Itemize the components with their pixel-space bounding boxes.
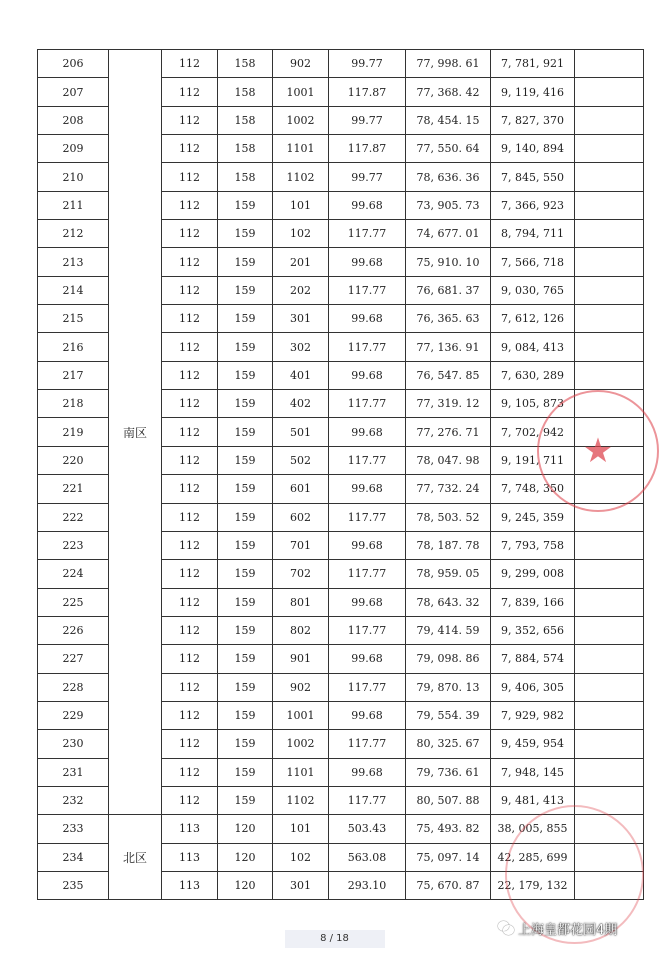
note-cell [575, 220, 644, 248]
area-cell: 99.68 [329, 645, 406, 673]
note-cell [575, 50, 644, 78]
unit-price-cell: 77, 998. 61 [406, 50, 491, 78]
total-price-cell: 9, 245, 359 [491, 503, 575, 531]
building-cell: 112 [162, 305, 218, 333]
room-cell: 702 [273, 560, 329, 588]
district-cell: 南区 [109, 50, 162, 815]
unit-cell: 159 [218, 616, 273, 644]
unit-cell: 159 [218, 390, 273, 418]
unit-price-cell: 77, 368. 42 [406, 78, 491, 106]
note-cell [575, 333, 644, 361]
area-cell: 117.77 [329, 673, 406, 701]
note-cell [575, 276, 644, 304]
area-cell: 117.77 [329, 503, 406, 531]
building-cell: 112 [162, 645, 218, 673]
unit-cell: 159 [218, 588, 273, 616]
unit-cell: 159 [218, 560, 273, 588]
unit-cell: 158 [218, 50, 273, 78]
note-cell [575, 645, 644, 673]
total-price-cell: 9, 406, 305 [491, 673, 575, 701]
unit-price-cell: 79, 554. 39 [406, 701, 491, 729]
total-price-cell: 7, 566, 718 [491, 248, 575, 276]
table-row [38, 50, 644, 78]
area-cell: 99.77 [329, 163, 406, 191]
unit-price-cell: 77, 550. 64 [406, 135, 491, 163]
area-cell: 117.77 [329, 220, 406, 248]
district-cell: 北区 [109, 815, 162, 900]
unit-cell: 159 [218, 305, 273, 333]
total-price-cell: 7, 793, 758 [491, 531, 575, 559]
room-cell: 802 [273, 616, 329, 644]
room-cell: 501 [273, 418, 329, 446]
row-number: 206 [38, 50, 109, 78]
unit-cell: 159 [218, 531, 273, 559]
unit-price-cell: 77, 319. 12 [406, 390, 491, 418]
unit-cell: 120 [218, 843, 273, 871]
total-price-cell: 9, 140, 894 [491, 135, 575, 163]
row-number: 212 [38, 220, 109, 248]
row-number: 235 [38, 871, 109, 899]
wechat-icon [498, 921, 514, 935]
building-cell: 112 [162, 588, 218, 616]
note-cell [575, 191, 644, 219]
account-watermark [498, 916, 617, 940]
row-number: 210 [38, 163, 109, 191]
unit-price-cell: 80, 507. 88 [406, 786, 491, 814]
unit-price-cell: 78, 187. 78 [406, 531, 491, 559]
room-cell: 1002 [273, 106, 329, 134]
unit-cell: 159 [218, 786, 273, 814]
total-price-cell: 7, 948, 145 [491, 758, 575, 786]
unit-cell: 120 [218, 871, 273, 899]
area-cell: 503.43 [329, 815, 406, 843]
area-cell: 99.68 [329, 191, 406, 219]
building-cell: 112 [162, 616, 218, 644]
unit-price-cell: 78, 503. 52 [406, 503, 491, 531]
unit-cell: 159 [218, 701, 273, 729]
unit-price-cell: 76, 681. 37 [406, 276, 491, 304]
unit-price-cell: 77, 276. 71 [406, 418, 491, 446]
price-table [37, 49, 644, 900]
row-number: 230 [38, 730, 109, 758]
building-cell: 112 [162, 248, 218, 276]
note-cell [575, 786, 644, 814]
row-number: 228 [38, 673, 109, 701]
area-cell: 117.87 [329, 135, 406, 163]
area-cell: 117.77 [329, 730, 406, 758]
unit-price-cell: 75, 670. 87 [406, 871, 491, 899]
area-cell: 99.68 [329, 361, 406, 389]
unit-cell: 158 [218, 135, 273, 163]
building-cell: 112 [162, 758, 218, 786]
room-cell: 502 [273, 446, 329, 474]
unit-cell: 159 [218, 333, 273, 361]
note-cell [575, 135, 644, 163]
row-number: 213 [38, 248, 109, 276]
unit-price-cell: 75, 493. 82 [406, 815, 491, 843]
total-price-cell: 9, 299, 008 [491, 560, 575, 588]
note-cell [575, 560, 644, 588]
area-cell: 99.68 [329, 701, 406, 729]
note-cell [575, 418, 644, 446]
unit-price-cell: 79, 414. 59 [406, 616, 491, 644]
note-cell [575, 871, 644, 899]
row-number: 231 [38, 758, 109, 786]
building-cell: 113 [162, 843, 218, 871]
unit-price-cell: 75, 097. 14 [406, 843, 491, 871]
unit-cell: 159 [218, 475, 273, 503]
building-cell: 112 [162, 673, 218, 701]
building-cell: 112 [162, 446, 218, 474]
row-number: 226 [38, 616, 109, 644]
room-cell: 902 [273, 673, 329, 701]
room-cell: 102 [273, 843, 329, 871]
unit-cell: 159 [218, 220, 273, 248]
unit-price-cell: 76, 365. 63 [406, 305, 491, 333]
room-cell: 202 [273, 276, 329, 304]
total-price-cell: 7, 839, 166 [491, 588, 575, 616]
unit-cell: 158 [218, 78, 273, 106]
building-cell: 112 [162, 786, 218, 814]
area-cell: 117.77 [329, 446, 406, 474]
unit-price-cell: 79, 098. 86 [406, 645, 491, 673]
area-cell: 117.87 [329, 78, 406, 106]
row-number: 229 [38, 701, 109, 729]
note-cell [575, 390, 644, 418]
row-number: 211 [38, 191, 109, 219]
room-cell: 602 [273, 503, 329, 531]
note-cell [575, 106, 644, 134]
unit-price-cell: 78, 959. 05 [406, 560, 491, 588]
unit-price-cell: 78, 047. 98 [406, 446, 491, 474]
row-number: 225 [38, 588, 109, 616]
row-number: 219 [38, 418, 109, 446]
area-cell: 563.08 [329, 843, 406, 871]
unit-price-cell: 78, 454. 15 [406, 106, 491, 134]
note-cell [575, 361, 644, 389]
area-cell: 117.77 [329, 390, 406, 418]
unit-price-cell: 76, 547. 85 [406, 361, 491, 389]
building-cell: 112 [162, 220, 218, 248]
unit-cell: 159 [218, 645, 273, 673]
building-cell: 112 [162, 390, 218, 418]
row-number: 233 [38, 815, 109, 843]
room-cell: 101 [273, 191, 329, 219]
note-cell [575, 78, 644, 106]
building-cell: 113 [162, 871, 218, 899]
note-cell [575, 616, 644, 644]
row-number: 208 [38, 106, 109, 134]
total-price-cell: 9, 105, 873 [491, 390, 575, 418]
note-cell [575, 163, 644, 191]
unit-cell: 159 [218, 418, 273, 446]
table-row [38, 815, 644, 843]
room-cell: 601 [273, 475, 329, 503]
unit-price-cell: 80, 325. 67 [406, 730, 491, 758]
area-cell: 99.77 [329, 106, 406, 134]
building-cell: 112 [162, 701, 218, 729]
room-cell: 1101 [273, 135, 329, 163]
note-cell [575, 588, 644, 616]
row-number: 217 [38, 361, 109, 389]
total-price-cell: 7, 884, 574 [491, 645, 575, 673]
building-cell: 112 [162, 163, 218, 191]
building-cell: 112 [162, 503, 218, 531]
row-number: 216 [38, 333, 109, 361]
total-price-cell: 9, 084, 413 [491, 333, 575, 361]
area-cell: 99.68 [329, 531, 406, 559]
building-cell: 112 [162, 730, 218, 758]
building-cell: 112 [162, 475, 218, 503]
row-number: 222 [38, 503, 109, 531]
total-price-cell: 7, 781, 921 [491, 50, 575, 78]
total-price-cell: 9, 352, 656 [491, 616, 575, 644]
room-cell: 902 [273, 50, 329, 78]
total-price-cell: 7, 366, 923 [491, 191, 575, 219]
room-cell: 301 [273, 871, 329, 899]
area-cell: 99.77 [329, 50, 406, 78]
unit-cell: 159 [218, 191, 273, 219]
building-cell: 112 [162, 418, 218, 446]
area-cell: 99.68 [329, 475, 406, 503]
unit-cell: 158 [218, 106, 273, 134]
unit-cell: 159 [218, 361, 273, 389]
total-price-cell: 7, 630, 289 [491, 361, 575, 389]
unit-price-cell: 79, 736. 61 [406, 758, 491, 786]
unit-cell: 159 [218, 758, 273, 786]
total-price-cell: 42, 285, 699 [491, 843, 575, 871]
unit-price-cell: 73, 905. 73 [406, 191, 491, 219]
watermark-text: 上海皇都花园4期 [518, 922, 618, 938]
row-number: 232 [38, 786, 109, 814]
note-cell [575, 730, 644, 758]
note-cell [575, 531, 644, 559]
total-price-cell: 7, 827, 370 [491, 106, 575, 134]
star-icon: ★ [582, 431, 614, 471]
area-cell: 99.68 [329, 418, 406, 446]
building-cell: 112 [162, 560, 218, 588]
area-cell: 293.10 [329, 871, 406, 899]
room-cell: 301 [273, 305, 329, 333]
row-number: 209 [38, 135, 109, 163]
building-cell: 112 [162, 531, 218, 559]
note-cell [575, 503, 644, 531]
row-number: 218 [38, 390, 109, 418]
area-cell: 99.68 [329, 588, 406, 616]
unit-price-cell: 78, 636. 36 [406, 163, 491, 191]
row-number: 214 [38, 276, 109, 304]
room-cell: 1001 [273, 78, 329, 106]
row-number: 227 [38, 645, 109, 673]
unit-price-cell: 74, 677. 01 [406, 220, 491, 248]
row-number: 221 [38, 475, 109, 503]
total-price-cell: 7, 845, 550 [491, 163, 575, 191]
row-number: 234 [38, 843, 109, 871]
room-cell: 901 [273, 645, 329, 673]
note-cell [575, 673, 644, 701]
note-cell [575, 843, 644, 871]
unit-price-cell: 75, 910. 10 [406, 248, 491, 276]
building-cell: 112 [162, 50, 218, 78]
row-number: 220 [38, 446, 109, 474]
note-cell [575, 248, 644, 276]
total-price-cell: 9, 481, 413 [491, 786, 575, 814]
room-cell: 1101 [273, 758, 329, 786]
unit-cell: 159 [218, 673, 273, 701]
room-cell: 1002 [273, 730, 329, 758]
unit-cell: 158 [218, 163, 273, 191]
building-cell: 112 [162, 276, 218, 304]
total-price-cell: 9, 030, 765 [491, 276, 575, 304]
room-cell: 701 [273, 531, 329, 559]
total-price-cell: 7, 929, 982 [491, 701, 575, 729]
note-cell [575, 815, 644, 843]
note-cell [575, 701, 644, 729]
row-number: 215 [38, 305, 109, 333]
area-cell: 99.68 [329, 248, 406, 276]
room-cell: 401 [273, 361, 329, 389]
total-price-cell: 7, 612, 126 [491, 305, 575, 333]
area-cell: 99.68 [329, 758, 406, 786]
total-price-cell: 9, 119, 416 [491, 78, 575, 106]
unit-price-cell: 78, 643. 32 [406, 588, 491, 616]
unit-price-cell: 79, 870. 13 [406, 673, 491, 701]
area-cell: 117.77 [329, 786, 406, 814]
total-price-cell: 38, 005, 855 [491, 815, 575, 843]
page-number: 8 / 18 [320, 933, 349, 944]
total-price-cell: 8, 794, 711 [491, 220, 575, 248]
total-price-cell: 7, 748, 350 [491, 475, 575, 503]
building-cell: 112 [162, 78, 218, 106]
area-cell: 117.77 [329, 276, 406, 304]
unit-cell: 159 [218, 446, 273, 474]
room-cell: 801 [273, 588, 329, 616]
total-price-cell: 9, 459, 954 [491, 730, 575, 758]
area-cell: 117.77 [329, 560, 406, 588]
area-cell: 117.77 [329, 616, 406, 644]
room-cell: 101 [273, 815, 329, 843]
room-cell: 1102 [273, 163, 329, 191]
row-number: 224 [38, 560, 109, 588]
room-cell: 1001 [273, 701, 329, 729]
building-cell: 112 [162, 106, 218, 134]
total-price-cell: 7, 702, 942 [491, 418, 575, 446]
building-cell: 112 [162, 361, 218, 389]
building-cell: 112 [162, 135, 218, 163]
room-cell: 201 [273, 248, 329, 276]
unit-cell: 159 [218, 248, 273, 276]
building-cell: 112 [162, 333, 218, 361]
unit-cell: 159 [218, 276, 273, 304]
table-body [38, 50, 644, 900]
unit-price-cell: 77, 732. 24 [406, 475, 491, 503]
total-price-cell: 22, 179, 132 [491, 871, 575, 899]
building-cell: 113 [162, 815, 218, 843]
note-cell [575, 475, 644, 503]
row-number: 223 [38, 531, 109, 559]
note-cell [575, 446, 644, 474]
unit-cell: 159 [218, 730, 273, 758]
note-cell [575, 305, 644, 333]
total-price-cell: 9, 191, 711 [491, 446, 575, 474]
room-cell: 102 [273, 220, 329, 248]
room-cell: 1102 [273, 786, 329, 814]
area-cell: 117.77 [329, 333, 406, 361]
room-cell: 402 [273, 390, 329, 418]
note-cell [575, 758, 644, 786]
unit-price-cell: 77, 136. 91 [406, 333, 491, 361]
row-number: 207 [38, 78, 109, 106]
unit-cell: 120 [218, 815, 273, 843]
room-cell: 302 [273, 333, 329, 361]
area-cell: 99.68 [329, 305, 406, 333]
building-cell: 112 [162, 191, 218, 219]
unit-cell: 159 [218, 503, 273, 531]
